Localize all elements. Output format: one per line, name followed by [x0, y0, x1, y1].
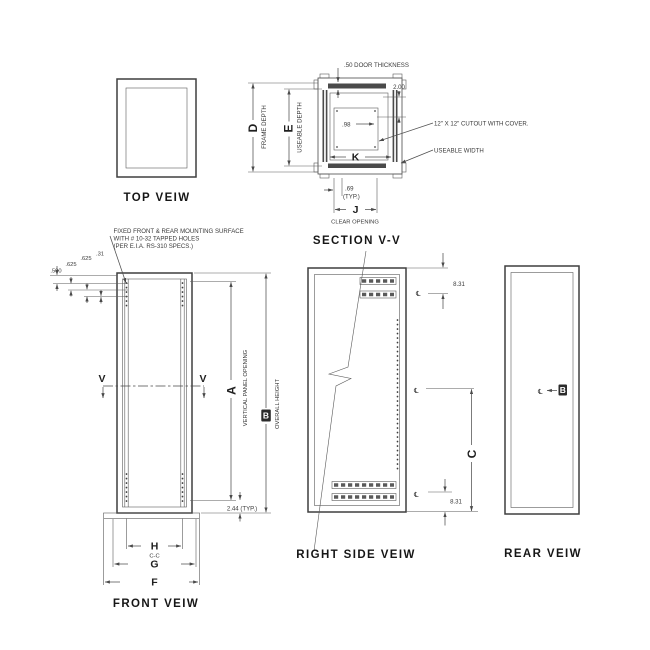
- top-view-inner-outline: [126, 88, 187, 168]
- front-view: [50, 228, 281, 610]
- dim-h-letter: H: [150, 540, 159, 553]
- mounting-note-line3: (PER E.I.A. RS-310 SPECS.): [113, 243, 194, 250]
- useable-width-note: USEABLE WIDTH: [434, 147, 484, 155]
- section-cutout-corner-marks: [336, 110, 376, 148]
- side-centerline-bottom: ℄: [414, 491, 419, 499]
- dim-d-text: FRAME DEPTH: [261, 105, 268, 149]
- dim-a-text: VERTICAL PANEL OPENING: [243, 349, 249, 427]
- dim-b-text: OVERALL HEIGHT: [275, 378, 281, 430]
- front-mounting-rails: [125, 279, 184, 507]
- dim-e-letter: E: [281, 124, 296, 133]
- section-cut-line: [98, 373, 206, 398]
- rear-view: [504, 266, 582, 560]
- dim-244: 2.44 (TYP.): [226, 505, 258, 513]
- rear-centerline: ℄: [538, 388, 543, 396]
- dim-f-letter: F: [151, 576, 158, 589]
- dim-98: .98: [342, 121, 351, 129]
- side-outer-outline: [308, 268, 406, 512]
- dim-c-letter: C: [465, 449, 479, 459]
- dim-k-letter: K: [351, 151, 360, 164]
- dim-500: .500: [50, 268, 62, 275]
- dim-69-typ: (TYP.): [343, 193, 360, 201]
- section-marker-right: V: [199, 373, 207, 385]
- top-view: [117, 79, 196, 204]
- top-view-title: TOP VEIW: [123, 192, 191, 204]
- door-thickness-note: .50 DOOR THICKNESS: [344, 62, 409, 69]
- side-rail-strips: [332, 278, 398, 501]
- dim-g-letter: G: [150, 558, 159, 571]
- right-side-view-title: RIGHT SIDE VEIW: [296, 549, 416, 561]
- dim-e-text: USEABLE DEPTH: [296, 102, 304, 153]
- front-base-strip: [104, 513, 200, 519]
- dim-69: .69: [345, 185, 354, 193]
- dim-a-letter: A: [224, 386, 239, 395]
- dim-831-top: 8.31: [453, 281, 465, 288]
- dim-2-00: 2.00: [393, 84, 405, 91]
- cutout-note: 12" X 12" CUTOUT WITH COVER.: [434, 120, 529, 128]
- top-view-outer-outline: [117, 79, 196, 177]
- clear-opening-note: CLEAR OPENING: [331, 219, 379, 226]
- front-opening-outline: [123, 279, 187, 507]
- side-break-line: [314, 251, 366, 551]
- dim-831-bottom: 8.31: [450, 498, 462, 506]
- side-centerline-top: ℄: [416, 290, 421, 298]
- section-vv-title: SECTION V-V: [312, 235, 402, 247]
- dim-b-letter: B: [262, 410, 270, 421]
- mounting-note-line2: WITH # 10-32 TAPPED HOLES: [113, 235, 200, 243]
- dim-625a: .625: [65, 262, 77, 268]
- section-cutout-outline: [334, 108, 378, 150]
- front-width-dims: [104, 519, 200, 589]
- dim-625b: .625: [80, 256, 92, 262]
- mounting-note-line1: FIXED FRONT & REAR MOUNTING SURFACE: [113, 228, 244, 235]
- dim-h-sub: C-C: [149, 553, 160, 560]
- section-marker-left: V: [98, 373, 106, 385]
- rear-view-title: REAR VEIW: [504, 548, 582, 560]
- dim-31: .31: [95, 251, 105, 258]
- side-centerline-mid: ℄: [414, 387, 419, 395]
- section-rear-bar: [328, 164, 386, 169]
- dim-d-letter: D: [246, 123, 260, 133]
- rear-b-letter: B: [559, 385, 566, 395]
- section-frame-outline: [318, 78, 402, 174]
- section-door-bar: [328, 84, 386, 89]
- section-vv-view: [246, 62, 529, 247]
- front-view-title: FRONT VEIW: [112, 598, 200, 610]
- dim-j-letter: J: [352, 204, 359, 216]
- right-side-view: [296, 251, 479, 561]
